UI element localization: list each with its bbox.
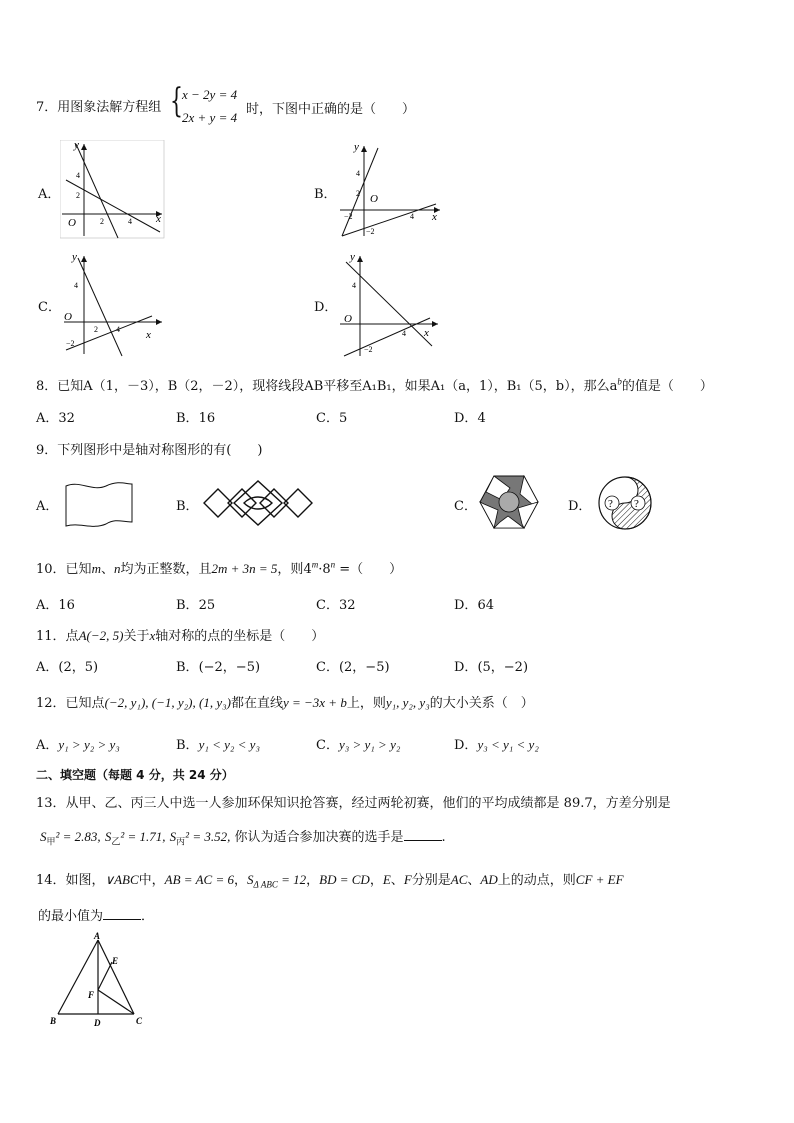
q10-option-a: A．16 bbox=[36, 598, 75, 613]
q14-label-b: B bbox=[50, 1016, 57, 1026]
section-2-title: 二、填空题（每题 4 分，共 24 分） bbox=[36, 768, 234, 782]
q12-option-a: A．y₁ > y₂ > y₃ bbox=[36, 737, 120, 753]
q7-eq2: 2x + y = 4 bbox=[182, 110, 238, 125]
q7b-tick-xm2: −2 bbox=[344, 212, 353, 221]
q9-option-d-label: D． bbox=[568, 499, 592, 514]
q8-stem: 8．已知A（1，－3），B（2，－2），现将线段AB平移至A₁B₁，如果A₁（a，1），B₁（5，b），那么$a^b$的值是（ ） bbox=[36, 376, 713, 394]
q9d-qmark-left: ? bbox=[608, 498, 613, 510]
q7c-x-label: x bbox=[146, 329, 151, 341]
q7a-y-label: y bbox=[74, 140, 79, 151]
q9-option-a-label: A． bbox=[36, 499, 59, 514]
q14-label-a: A bbox=[94, 931, 101, 941]
q7d-tick-ym2: −2 bbox=[364, 345, 373, 354]
q12-option-c: C．y₃ > y₁ > y₂ bbox=[316, 737, 401, 753]
q14-line2: 的最小值为 ． bbox=[38, 909, 155, 924]
q9-option-b-label: B． bbox=[176, 499, 199, 514]
q11-option-d: D．(5，−2) bbox=[454, 660, 529, 675]
q7d-x-label: x bbox=[424, 327, 429, 339]
q12-option-b: B．y₁ < y₂ < y₃ bbox=[176, 737, 260, 753]
q7a-tick-x2: 2 bbox=[100, 217, 104, 226]
q7b-origin: O bbox=[370, 193, 378, 205]
q7-option-b-label: B． bbox=[314, 187, 337, 202]
q7-eq1: x − 2y = 4 bbox=[182, 87, 238, 102]
q7c-y-label: y bbox=[72, 251, 77, 263]
q11-option-b: B．(−2，−5) bbox=[176, 660, 261, 675]
q7c-tick-y4: 4 bbox=[74, 281, 78, 290]
q12-option-d: D．y₃ < y₁ < y₂ bbox=[454, 737, 539, 753]
q9-figure-d-taiji bbox=[596, 474, 654, 532]
q7c-tick-ym2: −2 bbox=[66, 339, 75, 348]
q7-graph-b bbox=[336, 140, 446, 240]
q10-option-b: B．25 bbox=[176, 598, 216, 613]
q10-option-c: C．32 bbox=[316, 598, 356, 613]
q7a-tick-x4: 4 bbox=[128, 217, 132, 226]
q7a-x-label: x bbox=[156, 213, 161, 225]
q14-label-e: E bbox=[112, 956, 119, 966]
q7-option-a-label: A． bbox=[38, 187, 61, 202]
q11-option-c: C．(2，−5) bbox=[316, 660, 390, 675]
q7c-origin: O bbox=[64, 311, 72, 323]
q13-line1: 13．从甲、乙、丙三人中选一人参加环保知识抢答赛，经过两轮初赛，他们的平均成绩都是 89.7，方差分别是 bbox=[36, 796, 671, 811]
q7d-tick-y4: 4 bbox=[352, 281, 356, 290]
q8-option-d: D．4 bbox=[454, 411, 486, 426]
q9-figure-a-scroll bbox=[62, 478, 136, 530]
q7-graph-d bbox=[336, 250, 446, 360]
q14-answer-blank[interactable] bbox=[103, 907, 141, 920]
q8-option-b: B．16 bbox=[176, 411, 216, 426]
q7-stem: 7．用图象法解方程组 bbox=[36, 100, 162, 115]
q9-figure-c-hexagon bbox=[478, 474, 540, 530]
q10-option-d: D．64 bbox=[454, 598, 494, 613]
q7b-tick-x4: 4 bbox=[410, 212, 414, 221]
q12-stem: 12．已知点(−2, y₁), (−1, y₂), (1, y₃)都在直线y = −3x + b上，则y₁, y₂, y₃的大小关系（ ） bbox=[36, 695, 534, 711]
q7b-y-label: y bbox=[354, 141, 359, 153]
q13-answer-blank[interactable] bbox=[404, 828, 442, 841]
q8-option-a: A．32 bbox=[36, 411, 75, 426]
q14-label-c: C bbox=[136, 1016, 143, 1026]
q14-line1: 14．如图，∨ABC中，AB = AC = 6，$S_{\Delta ABC} = 12$，BD = CD，E、F分别是AC、AD上的动点，则CF + EF bbox=[36, 872, 624, 890]
q7b-x-label: x bbox=[432, 211, 437, 223]
q7-option-d-label: D． bbox=[314, 300, 338, 315]
q7d-origin: O bbox=[344, 313, 352, 325]
q7-option-c-label: C． bbox=[38, 300, 61, 315]
q7-graph-c bbox=[60, 250, 170, 360]
q7-brace: { bbox=[170, 81, 183, 121]
q11-stem: 11．点A(−2, 5)关于x轴对称的点的坐标是（ ） bbox=[36, 628, 325, 644]
q7-graph-a bbox=[60, 140, 170, 240]
q7c-tick-x4: 4 bbox=[116, 325, 120, 334]
q11-option-a: A．(2，5) bbox=[36, 660, 99, 675]
q9d-qmark-right: ? bbox=[634, 498, 639, 510]
q9-figure-b-diamonds bbox=[200, 478, 316, 528]
q7b-tick-y4: 4 bbox=[356, 169, 360, 178]
q13-line2: $S_甲^2 = 2.83$, $S_乙^2 = 1.71$, $S_丙^2 = 3.52$, 你认为适合参加决赛的选手是 . bbox=[40, 829, 446, 848]
q14-label-d: D bbox=[94, 1018, 101, 1028]
q7d-y-label: y bbox=[350, 251, 355, 263]
q8-option-c: C．5 bbox=[316, 411, 348, 426]
q14-triangle-figure bbox=[46, 930, 156, 1030]
q14-label-f: F bbox=[88, 990, 95, 1000]
q7b-tick-ym2: −2 bbox=[366, 227, 375, 236]
q7b-tick-y2: 2 bbox=[356, 189, 360, 198]
q10-stem: 10．已知m、n均为正整数，且2m + 3n = 5，则$4^m\cdot 8^n$ =（ ） bbox=[36, 559, 403, 577]
q7d-tick-x4: 4 bbox=[402, 329, 406, 338]
q9-option-c-label: C． bbox=[454, 499, 477, 514]
q7-suffix: 时，下图中正确的是（ ） bbox=[246, 102, 416, 117]
q7a-tick-y4: 4 bbox=[76, 171, 80, 180]
q9-stem: 9．下列图形中是轴对称图形的有( ) bbox=[36, 443, 263, 458]
q7c-tick-x2: 2 bbox=[94, 325, 98, 334]
q7a-origin: O bbox=[68, 217, 76, 229]
q7a-tick-y2: 2 bbox=[76, 191, 80, 200]
